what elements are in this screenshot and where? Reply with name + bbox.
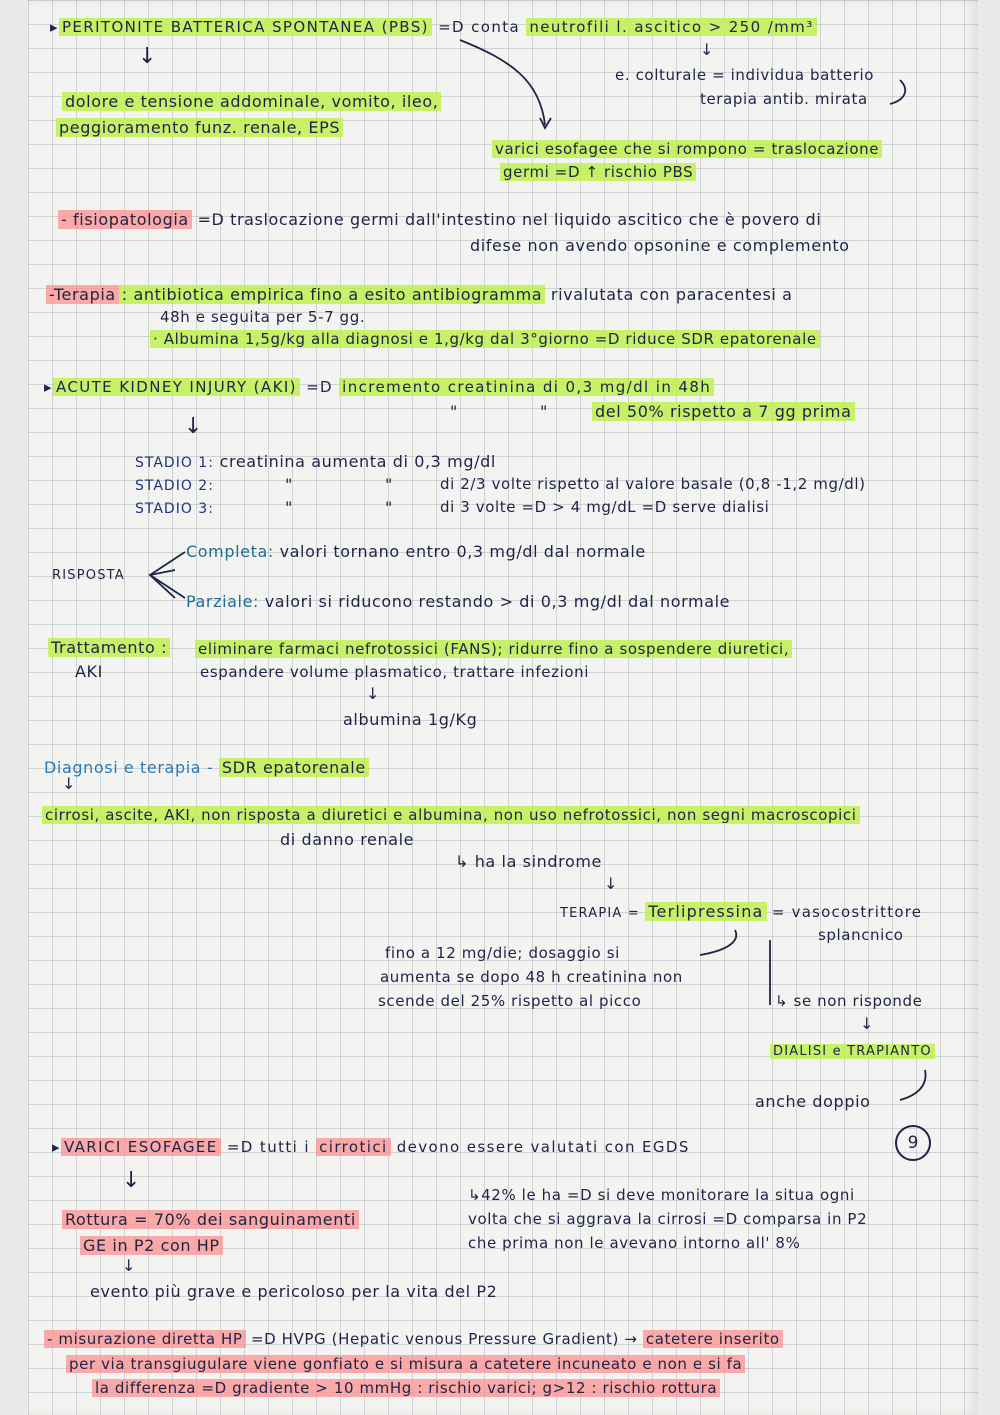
- ditto-mark: ": [540, 402, 548, 421]
- varici-title-mid: =D tutti i: [226, 1138, 310, 1156]
- aki-def-1: incremento creatinina di 0,3 mg/dl in 48h: [339, 378, 714, 396]
- pbs-terapia-mirata: terapia antib. mirata: [700, 90, 868, 108]
- hvpg-catetere: catetere inserito: [643, 1330, 783, 1348]
- pbs-varici-1: varici esofagee che si rompono = traslocazione: [492, 140, 882, 158]
- sdr-sindrome: ↳ ha la sindrome: [455, 852, 602, 871]
- terlipressina: Terlipressina: [645, 902, 766, 921]
- ditto-mark: ": [385, 498, 393, 517]
- stadio-2-line: [135, 475, 214, 494]
- rottura-2: GE in P2 con HP: [80, 1236, 223, 1255]
- pbs-title-suffix: =D conta: [438, 18, 521, 36]
- terapia-pbs-line-2: 48h e seguita per 5-7 gg.: [160, 308, 366, 326]
- anche-doppio: anche doppio: [755, 1092, 871, 1111]
- down-arrow-icon: ↓: [138, 44, 157, 69]
- pbs-coltura: e. colturale = individua batterio: [615, 66, 875, 84]
- varici-title-rest: devono essere valutati con EGDS: [396, 1138, 690, 1156]
- risposta-label: RISPOSTA: [52, 568, 125, 583]
- stadio-1-label: STADIO 1:: [135, 455, 214, 471]
- down-arrow-icon: ↓: [122, 1256, 136, 1275]
- down-arrow-icon: ↓: [366, 684, 380, 703]
- varici-title: VARICI ESOFAGEE: [61, 1138, 221, 1156]
- ditto-mark: ": [285, 475, 293, 494]
- ditto-mark: ": [385, 475, 393, 494]
- trattamento-label-2: AKI: [75, 662, 103, 681]
- pbs-title: PERITONITE BATTERICA SPONTANEA (PBS): [59, 18, 432, 36]
- ditto-mark: ": [450, 402, 458, 421]
- stadio-1-text: creatinina aumenta di 0,3 mg/dl: [219, 452, 496, 471]
- albumina-text: albumina 1g/Kg: [343, 710, 478, 729]
- sdr-terapia-label: TERAPIA =: [560, 906, 640, 921]
- fisio-text-2: difese non avendo opsonine e complemento: [470, 236, 850, 255]
- fisiopatologia-line: [58, 210, 821, 229]
- aki-title: ACUTE KIDNEY INJURY (AKI): [53, 378, 300, 396]
- rottura-1: Rottura = 70% dei sanguinamenti: [62, 1210, 359, 1229]
- sdr-criteri-2: di danno renale: [280, 830, 415, 849]
- sdr-label-1: Diagnosi e terapia -: [44, 758, 214, 777]
- sdr-heading: [44, 758, 369, 777]
- aki-title-suffix: =D: [306, 378, 333, 396]
- fisio-text-1: =D traslocazione germi dall'intestino nel liquido ascitico che è povero di: [197, 210, 822, 229]
- trattamento-text-1: eliminare farmaci nefrotossici (FANS); ridurre fino a sospendere diuretici,: [195, 640, 792, 658]
- hvpg-line-3: la differenza =D gradiente > 10 mmHg : rischio varici; g>12 : rischio rottura: [92, 1379, 720, 1397]
- trattamento-label-1: Trattamento :: [48, 638, 170, 657]
- stadio-2-text: di 2/3 volte rispetto al valore basale (0,8 -1,2 mg/dl): [440, 475, 866, 493]
- dosaggio-1: fino a 12 mg/die; dosaggio si: [385, 944, 620, 962]
- terapia-label: -Terapia: [46, 285, 119, 304]
- se-non-risponde: ↳ se non risponde: [775, 992, 923, 1010]
- hvpg-definition: =D HVPG (Hepatic venous Pressure Gradient) →: [250, 1330, 638, 1348]
- stadio-3-label: STADIO 3:: [135, 501, 214, 517]
- evento-grave: evento più grave e pericoloso per la vita del P2: [90, 1282, 498, 1301]
- cirrotici: cirrotici: [316, 1138, 390, 1156]
- pbs-sintomi-2: peggioramento funz. renale, EPS: [56, 118, 343, 137]
- dialisi-trapianto: DIALISI e TRAPIANTO: [770, 1044, 935, 1059]
- down-arrow-icon: ↓: [860, 1014, 874, 1033]
- down-arrow-icon: ↓: [62, 774, 76, 793]
- dosaggio-2: aumenta se dopo 48 h creatinina non: [380, 968, 683, 986]
- varici-perc-1: ↳42% le ha =D si deve monitorare la situa ogni: [468, 1186, 855, 1204]
- varici-perc-2: volta che si aggrava la cirrosi =D comparsa in P2: [468, 1210, 868, 1228]
- stadio-3-line: [135, 498, 214, 517]
- arrow-curve-pbs-varici: [460, 40, 545, 125]
- vasocostrittore: = vasocostrittore: [771, 903, 923, 921]
- ditto-mark: ": [285, 498, 293, 517]
- dosaggio-3: scende del 25% rispetto al picco: [378, 992, 642, 1010]
- terapia-rivalutata: rivalutata con paracentesi a: [550, 285, 793, 304]
- risposta-parziale: Parziale: valori si riducono restando > di 0,3 mg/dl dal normale: [186, 592, 731, 611]
- terapia-antibiotica: : antibiotica empirica fino a esito antibiogramma: [119, 285, 545, 304]
- stadio-3-text: di 3 volte =D > 4 mg/dL =D serve dialisi: [440, 498, 770, 516]
- sdr-criteri-1: cirrosi, ascite, AKI, non risposta a diuretici e albumina, non uso nefrotossici, non segni macroscopici: [42, 806, 860, 824]
- varici-title-line: ▸ VARICI ESOFAGEE =D tutti i cirrotici devono essere valutati con EGDS: [52, 1138, 690, 1156]
- pbs-sintomi-1: dolore e tensione addominale, vomito, ileo,: [62, 92, 441, 111]
- risposta-completa: Completa: valori tornano entro 0,3 mg/dl dal normale: [186, 542, 646, 561]
- pbs-title-line: ▸ PERITONITE BATTERICA SPONTANEA (PBS) =D conta neutrofili l. ascitico > 250 /mm³: [50, 18, 817, 36]
- stadio-1-line: [135, 452, 496, 471]
- fisio-label: - fisiopatologia: [58, 210, 192, 229]
- sdr-terapia-line: [560, 902, 922, 921]
- down-arrow-icon: ↓: [184, 414, 203, 439]
- terapia-pbs-line-3: · Albumina 1,5g/kg alla diagnosi e 1,g/kg dal 3°giorno =D riduce SDR epatorenale: [150, 330, 820, 348]
- stadio-2-label: STADIO 2:: [135, 478, 214, 494]
- varici-perc-3: che prima non le avevano intorno all' 8%: [468, 1234, 801, 1252]
- pbs-varici-2: germi =D ↑ rischio PBS: [500, 163, 696, 181]
- aki-title-line: ▸ ACUTE KIDNEY INJURY (AKI) =D incremento creatinina di 0,3 mg/dl in 48h: [44, 378, 714, 396]
- hvpg-label: - misurazione diretta HP: [44, 1330, 246, 1348]
- hvpg-line-1: [44, 1330, 783, 1348]
- hvpg-line-2: per via transgiugulare viene gonfiato e si misura a catetere incuneato e non e si fa: [66, 1355, 745, 1373]
- page-number: 9: [895, 1125, 931, 1161]
- terapia-pbs-line-1: [46, 285, 793, 304]
- trattamento-text-2: espandere volume plasmatico, trattare infezioni: [200, 663, 589, 681]
- splancnico: splancnico: [818, 926, 904, 944]
- down-arrow-icon: ↓: [604, 874, 618, 893]
- aki-def-2: del 50% rispetto a 7 gg prima: [592, 402, 855, 421]
- pbs-neutrofili: neutrofili l. ascitico > 250 /mm³: [526, 18, 816, 36]
- sdr-label-2: SDR epatorenale: [219, 758, 369, 777]
- down-arrow-icon: ↓: [700, 40, 714, 59]
- down-arrow-icon: ↓: [122, 1168, 141, 1193]
